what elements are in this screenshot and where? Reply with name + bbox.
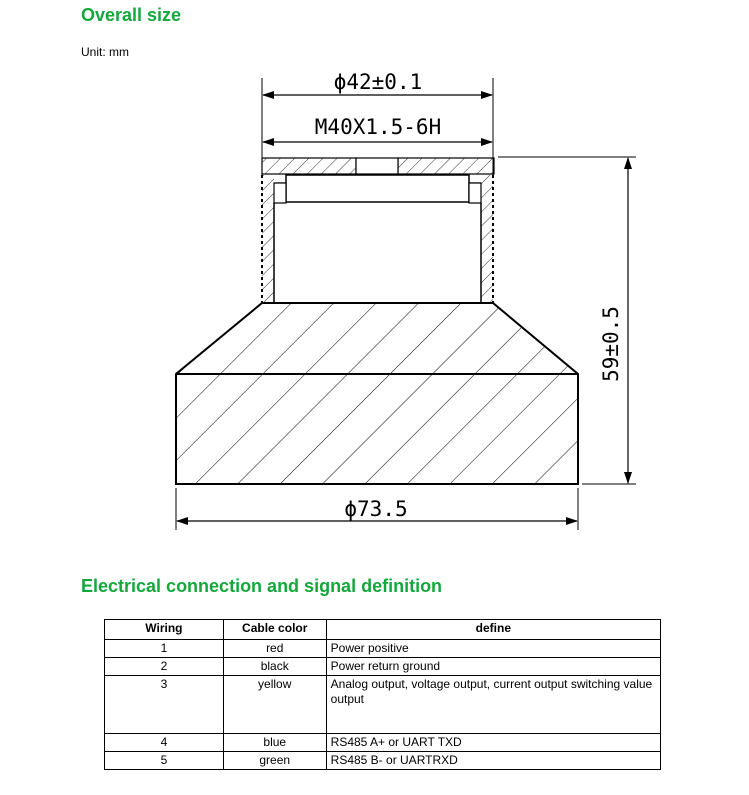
signal-definition-table <box>104 619 661 770</box>
color-cell: blue <box>223 734 326 752</box>
height-label: 59±0.5 <box>599 306 623 382</box>
table-row <box>105 658 661 676</box>
thread-label: M40X1.5-6H <box>314 115 442 139</box>
wiring-cell: 5 <box>105 752 224 770</box>
color-cell: red <box>223 640 326 658</box>
header-cable-color: Cable color <box>223 620 326 640</box>
wiring-cell: 4 <box>105 734 224 752</box>
sensor-element <box>286 175 469 202</box>
header-define: define <box>326 620 660 640</box>
define-cell: Power return ground <box>326 658 660 676</box>
define-cell: Power positive <box>326 640 660 658</box>
table-row <box>105 676 661 734</box>
define-cell: RS485 B- or UARTRXD <box>326 752 660 770</box>
header-wiring: Wiring <box>105 620 224 640</box>
wiring-cell: 2 <box>105 658 224 676</box>
sensor-dimension-drawing <box>0 60 749 540</box>
define-cell: RS485 A+ or UART TXD <box>326 734 660 752</box>
table-header-row <box>105 620 661 640</box>
color-cell: black <box>223 658 326 676</box>
table-row <box>105 752 661 770</box>
define-cell: Analog output, voltage output, current output switching value output <box>326 676 660 734</box>
table-row <box>105 640 661 658</box>
unit-label: Unit: mm <box>81 45 129 59</box>
table-row <box>105 734 661 752</box>
bottom-diameter-label: ϕ73.5 <box>344 497 408 521</box>
color-cell: green <box>223 752 326 770</box>
overall-size-heading: Overall size <box>81 5 182 25</box>
color-cell: yellow <box>223 676 326 734</box>
electrical-heading: Electrical connection and signal definition <box>81 576 443 596</box>
top-diameter-label: ϕ42±0.1 <box>333 70 423 94</box>
sensor-body-section <box>176 303 578 484</box>
wiring-cell: 1 <box>105 640 224 658</box>
wiring-cell: 3 <box>105 676 224 734</box>
